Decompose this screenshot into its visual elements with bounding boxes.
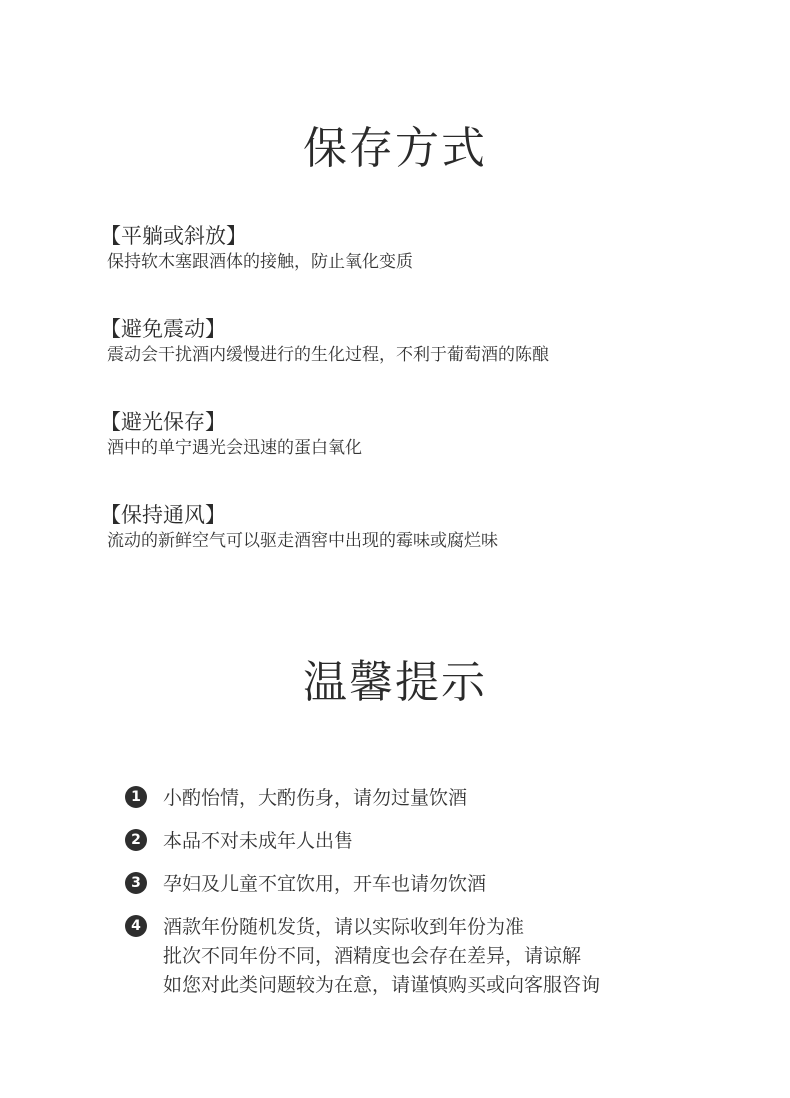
storage-item-description: 震动会干扰酒内缓慢进行的生化过程，不利于葡萄酒的陈酿 (107, 345, 549, 365)
tip-text: 孕妇及儿童不宜饮用，开车也请勿饮酒 (163, 873, 487, 895)
tips-list (125, 784, 745, 1014)
storage-item-heading: 【避光保存】 (100, 410, 226, 434)
storage-section-title: 保存方式 (303, 123, 487, 174)
tip-text: 小酌怡情，大酌伤身，请勿过量饮酒 (163, 787, 468, 809)
tip-item-3 (125, 870, 745, 899)
storage-item-description: 流动的新鲜空气可以驱走酒窖中出现的霉味或腐烂味 (107, 531, 498, 551)
tip-item-2 (125, 827, 745, 856)
storage-item-ventilation (100, 501, 720, 554)
tip-text: 批次不同年份不同，酒精度也会存在差异，请谅解 (163, 945, 582, 967)
tip-item-1 (125, 784, 745, 813)
tip-text: 本品不对未成年人出售 (163, 830, 354, 852)
tips-section-title: 温馨提示 (303, 657, 487, 708)
tip-number-badge: 3 (125, 872, 147, 894)
storage-item-avoid-vibration (100, 315, 720, 368)
storage-item-heading: 【保持通风】 (100, 503, 226, 527)
tip-text: 如您对此类问题较为在意，请谨慎购买或向客服咨询 (163, 974, 601, 996)
tip-number-badge: 4 (125, 915, 147, 937)
tip-item-4 (125, 913, 745, 1000)
tip-number-badge: 2 (125, 829, 147, 851)
storage-item-lay-flat (100, 222, 720, 275)
storage-item-heading: 【平躺或斜放】 (100, 224, 247, 248)
tip-number-badge: 1 (125, 786, 147, 808)
storage-item-description: 酒中的单宁遇光会迅速的蛋白氧化 (107, 438, 362, 458)
tip-text: 酒款年份随机发货，请以实际收到年份为准 (163, 916, 525, 938)
storage-list (100, 222, 720, 594)
storage-item-description: 保持软木塞跟酒体的接触，防止氧化变质 (107, 252, 413, 272)
storage-item-heading: 【避免震动】 (100, 317, 226, 341)
storage-item-avoid-light (100, 408, 720, 461)
